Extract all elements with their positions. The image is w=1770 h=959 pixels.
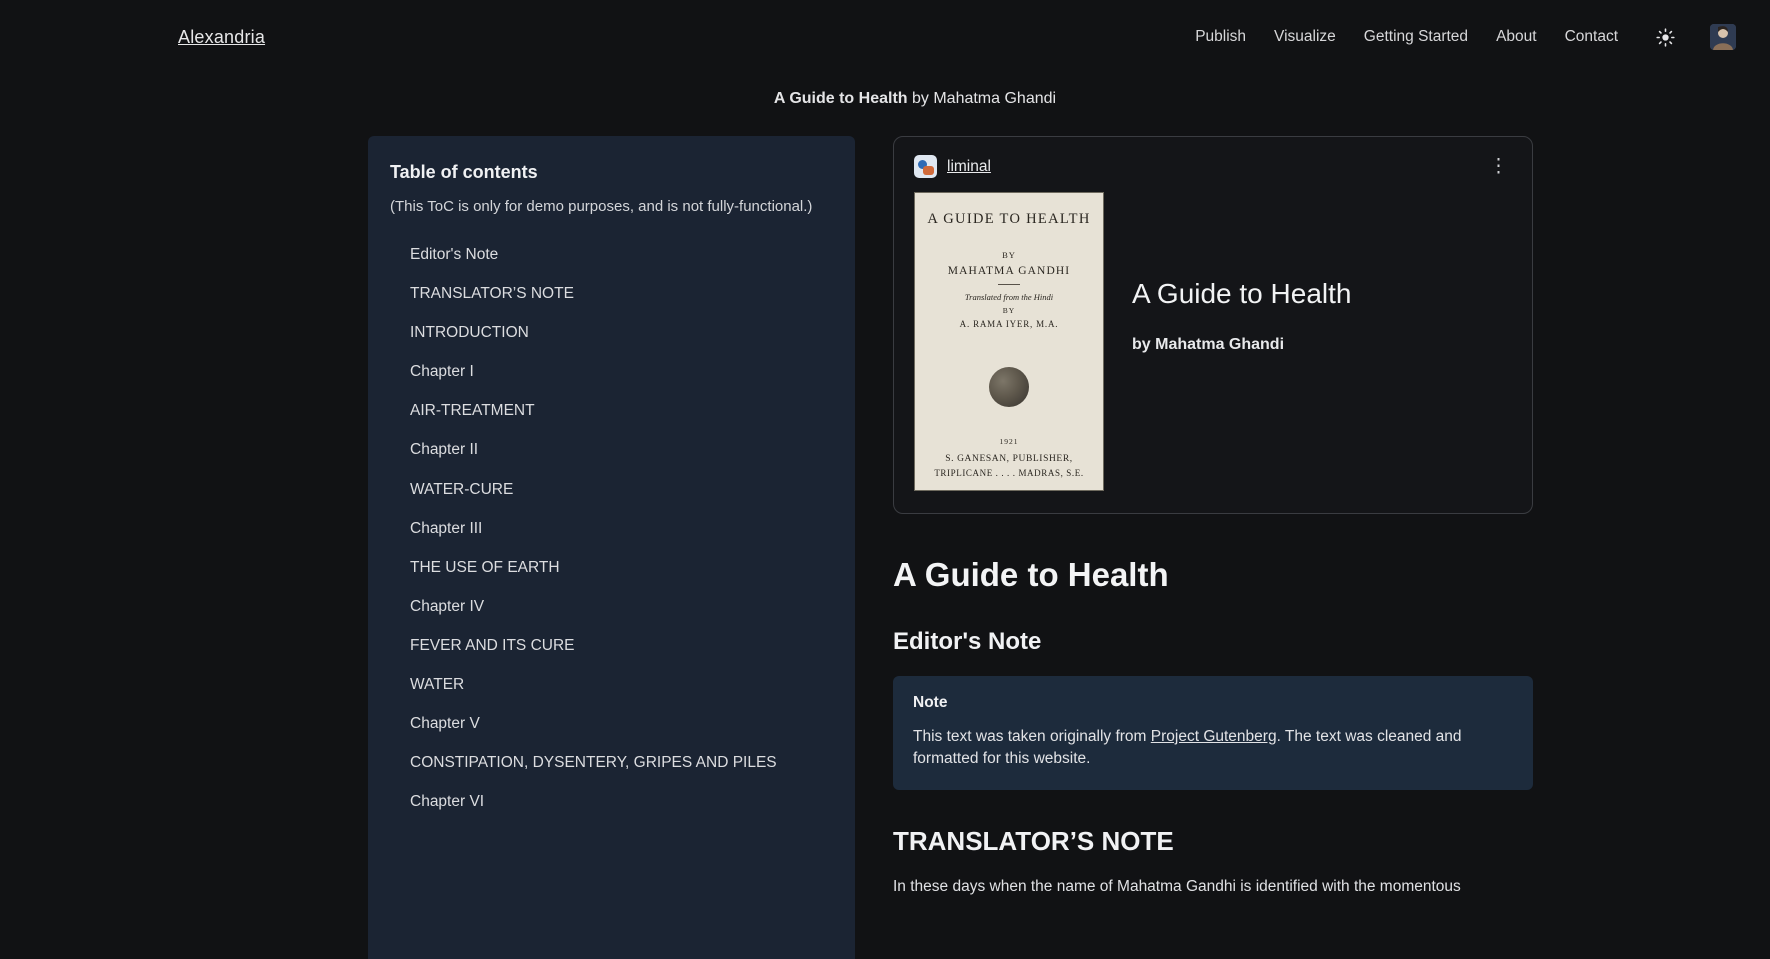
liminal-app-icon [914,155,937,178]
toc-item-chapter-v[interactable]: Chapter V [410,714,480,732]
note-text [913,726,1513,770]
nav-links-group [1195,24,1736,50]
nav-link-publish[interactable]: Publish [1195,28,1247,45]
user-avatar[interactable] [1710,24,1736,50]
main-layout [0,136,1770,959]
project-gutenberg-link[interactable]: Project Gutenberg [1150,728,1277,745]
book-header [60,90,1770,108]
note-label: Note [913,694,948,711]
cover-translator: A. RAMA IYER, M.A. [959,319,1059,329]
top-navigation-bar [0,0,1770,74]
editors-note-heading: Editor's Note [893,628,1042,655]
toc-item-air-treatment[interactable]: AIR-TREATMENT [410,402,535,420]
toc-heading: Table of contents [390,162,538,182]
book-cover-image [914,192,1104,491]
cover-printer-mark-icon [989,367,1029,407]
toc-item-chapter-ii[interactable]: Chapter II [410,441,479,459]
toc-item-water-cure[interactable]: WATER-CURE [410,480,514,498]
card-book-title: A Guide to Health [1132,278,1352,309]
brand-logo-link[interactable]: Alexandria [178,26,266,47]
cover-by-label-2: BY [1002,306,1016,315]
toc-item-chapter-vi[interactable]: Chapter VI [410,792,485,810]
cover-title: A GUIDE TO HEALTH [927,211,1091,227]
toc-item-translators-note[interactable]: TRANSLATOR’S NOTE [410,285,574,303]
document-content [893,136,1533,898]
toc-item-water[interactable]: WATER [410,675,465,693]
translators-note-paragraph: In these days when the name of Mahatma Gandhi is identified with the momentous [893,878,1461,895]
card-header [914,155,1512,178]
page-title: A Guide to Health [893,556,1169,593]
note-text-before: This text was taken originally from [913,728,1151,745]
toc-item-the-use-of-earth[interactable]: THE USE OF EARTH [410,558,560,576]
toc-item-chapter-iii[interactable]: Chapter III [410,519,483,537]
cover-year: 1921 [999,437,1019,446]
cover-translated-note: Translated from the Hindi [964,292,1054,302]
cover-author: MAHATMA GANDHI [947,265,1071,277]
toc-item-editors-note[interactable]: Editor's Note [410,246,499,264]
toc-disclaimer: (This ToC is only for demo purposes, and is not fully-functional.) [390,198,813,215]
book-preview-card [893,136,1533,514]
card-book-author: by Mahatma Ghandi [1132,336,1285,353]
card-body [914,192,1512,491]
table-of-contents-panel [368,136,855,959]
toc-item-introduction[interactable]: INTRODUCTION [410,324,529,342]
cover-by-label: BY [1002,250,1016,260]
toc-item-fever-and-its-cure[interactable]: FEVER AND ITS CURE [410,636,575,654]
toc-item-constipation[interactable]: CONSTIPATION, DYSENTERY, GRIPES AND PILES [410,753,777,771]
kebab-menu-icon[interactable]: ⋮ [1489,155,1508,177]
cover-publisher: S. GANESAN, PUBLISHER, [945,454,1073,464]
note-callout [893,676,1533,790]
book-header-author: by Mahatma Ghandi [907,90,1057,107]
book-header-title: A Guide to Health [773,90,908,107]
toc-item-chapter-i[interactable]: Chapter I [410,363,474,381]
liminal-app-link[interactable]: liminal [947,157,991,175]
translators-note-heading: TRANSLATOR’S NOTE [893,826,1174,856]
nav-link-about[interactable]: About [1496,28,1537,45]
nav-link-getting-started[interactable]: Getting Started [1363,28,1469,45]
cover-divider [998,284,1020,285]
nav-link-visualize[interactable]: Visualize [1274,28,1336,45]
cover-address: TRIPLICANE . . . . MADRAS, S.E. [934,468,1084,478]
nav-link-contact[interactable]: Contact [1564,28,1618,45]
toc-item-chapter-iv[interactable]: Chapter IV [410,597,485,615]
toc-list [390,235,831,821]
sun-icon[interactable] [1652,24,1678,50]
card-meta [1132,192,1351,354]
note-text-after: . The text was cleaned and formatted for this website. [913,728,1462,767]
